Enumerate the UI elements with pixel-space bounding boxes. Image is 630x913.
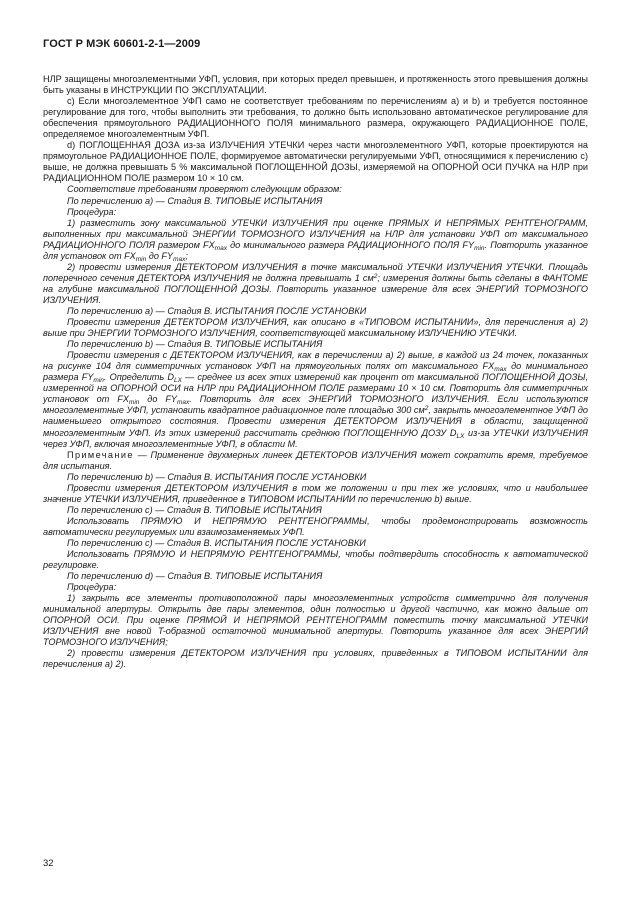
paragraph: По перечислению b) — Стадия B. ТИПОВЫЕ ИСПЫТАНИЯ [67, 339, 323, 350]
paragraph: По перечислению b) — Стадия B. ИСПЫТАНИЯ ПОСЛЕ УСТАНОВКИ [67, 471, 367, 482]
paragraph: Провести измерения ДЕТЕКТОРОМ ИЗЛУЧЕНИЯ в том же положении и при тех же условиях, что и наибольшее значение УТЕЧКИ ИЗЛУЧЕНИЯ, приведенное в ТИПОВОМ ИСПЫТАНИИ по перечислению b) выше. [43, 482, 588, 504]
paragraph: c) Если многоэлементное УФП само не соответствует требованиям по перечислениям a) и b) и требуется постоянное регулирование для того, чтобы выполнить эти требования, то должно быть использовано автоматическое регулирование для обеспечения прямоугольного РАДИАЦИОННОГО ПОЛЯ минимального размера, окружающего РАДИАЦИОННОЕ ПОЛЕ, определяемое многоэлементным УФП. [43, 96, 588, 140]
paragraph: d) ПОГЛОЩЕННАЯ ДОЗА из-за ИЗЛУЧЕНИЯ УТЕЧКИ через части многоэлементного УФП, которые проектируются на прямоугольное РАДИАЦИОННОЕ ПОЛЕ, формируемое автоматически регулируемыми УФП, относящимися к перечислению c) выше, не должна превышать 5 % максимальной ПОГЛОЩЕННОЙ ДОЗЫ, измеряемой на ОПОРНОЙ ОСИ ПУЧКА на НЛР при РАДИАЦИОННОМ ПОЛЕ размером 10 × 10 см. [43, 140, 588, 184]
paragraph: По перечислению c) — Стадия B. ТИПОВЫЕ ИСПЫТАНИЯ [67, 504, 322, 515]
paragraph: По перечислению a) — Стадия B. ИСПЫТАНИЯ ПОСЛЕ УСТАНОВКИ [67, 305, 367, 316]
paragraph: По перечислению d) — Стадия B. ТИПОВЫЕ ИСПЫТАНИЯ [67, 571, 323, 582]
paragraph: 1) закрыть все элементы противоположной пары многоэлементных устройств симметрично для получения минимальной апертуры. Открыть две пары элементов, один полностью и другой частично, как можно дальше от ОПОРНОЙ ОСИ. При оценке ПРЯМОЙ И НЕПРЯМОЙ РЕНТГЕНОГРАММ поместить точку максимальной УТЕЧКИ ИЗЛУЧЕНИЯ вне новой T-образной остаточной минимальной апертуры. Повторить указанное для всех ЭНЕРГИЙ ТОРМОЗНОГО ИЗЛУЧЕНИЯ; [43, 593, 588, 648]
paragraph: Провести измерения ДЕТЕКТОРОМ ИЗЛУЧЕНИЯ, как описано в «ТИПОВОМ ИСПЫТАНИИ», для перечисления a) 2) выше при ЭНЕРГИИ ТОРМОЗНОГО ИЗЛУЧЕНИЯ, соответствующей максимальному ИЗЛУЧЕНИЮ УТЕЧКИ. [43, 317, 588, 339]
paragraph: По перечислению c) — Стадия B. ИСПЫТАНИЯ ПОСЛЕ УСТАНОВКИ [67, 537, 366, 548]
paragraph: 2) провести измерения ДЕТЕКТОРОМ ИЗЛУЧЕНИЯ при условиях, приведенных в ТИПОВОМ ИСПЫТАНИИ для перечисления a) 2). [43, 648, 588, 670]
page-number: 32 [43, 858, 54, 869]
paragraph: Соответствие требованиям проверяют следующим образом: [67, 184, 342, 195]
paragraph: 1) разместить зону максимальной УТЕЧКИ ИЗЛУЧЕНИЯ при оценке ПРЯМЫХ И НЕПРЯМЫХ РЕНТГЕНОГРАММ, выполненных при максимальной ЭНЕРГИИ ТОРМОЗНОГО ИЗЛУЧЕНИЯ на НЛР для установки УФП от максимального РАДИАЦИОННОГО ПОЛЯ размером $FX_{max}$ до минимального размера РАДИАЦИОННОГО ПОЛЯ $FY_{min}$. Повторить указанное для установок от $FX_{min}$ до $FY_{max}$; [43, 217, 588, 263]
paragraph: Использовать ПРЯМУЮ И НЕПРЯМУЮ РЕНТГЕНОГРАММЫ, чтобы подтвердить способность к автоматической регулировке. [43, 549, 588, 571]
paragraph: Использовать ПРЯМУЮ И НЕПРЯМУЮ РЕНТГЕНОГРАММЫ, чтобы продемонстрировать возможность автоматически регулируемых или взаимозаменяемых УФП. [43, 515, 588, 537]
document-body [43, 74, 588, 671]
note-text: — Применение двухмерных линеек ДЕТЕКТОРОВ ИЗЛУЧЕНИЯ может сократить время, требуемое для испытания. [43, 449, 588, 471]
paragraph: Процедура: [67, 206, 117, 217]
note-paragraph [43, 450, 588, 472]
note-label: Примечание [67, 449, 134, 460]
paragraph: Провести измерения с ДЕТЕКТОРОМ ИЗЛУЧЕНИЯ, как в перечислении a) 2) выше, в каждой из 24 точек, показанных на рисунке 104 для симметричных установок УФП на прямоугольных полях от максимального $FX_{max}$ до минимального размера $FY_{min}$. Определить $D_{LX}$ — среднее из всех этих измерений как процент от максимальной ПОГЛОЩЕННОЙ ДОЗЫ, измеренной на ОПОРНОЙ ОСИ на НЛР при РАДИАЦИОННОМ ПОЛЕ размерами 10 × 10 см. Повторить для симметричных установок от $FX_{min}$ до $FY_{max}$. Повторить для всех ЭНЕРГИЙ ТОРМОЗНОГО ИЗЛУЧЕНИЯ. Если используются многоэлементные УФП, установить квадратное радиационное поле площадью 300 $см^2$, закрыть многоэлементное УФП до наименьшего открытого состояния. Провести измерения ДЕТЕКТОРОМ ИЗЛУЧЕНИЯ в области, защищенной многоэлементным УФП. Из этих измерений рассчитать среднюю ПОГЛОЩЕННУЮ ДОЗУ $D_{LX}$ из-за УТЕЧКИ ИЗЛУЧЕНИЯ через УФП, включая многоэлементные УФП, в области M. [43, 350, 589, 449]
paragraph: 2) провести измерения ДЕТЕКТОРОМ ИЗЛУЧЕНИЯ в точке максимальной УТЕЧКИ ИЗЛУЧЕНИЯ УТЕЧКИ. Площадь поперечного сечения ДЕТЕКТОРА ИЗЛУЧЕНИЯ не должна превышать 1 $см^2$; измерения должны быть сделаны в ФАНТОМЕ на глубине максимальной ПОГЛОЩЕННОЙ ДОЗЫ. Повторить указанное измерение для всех ЭНЕРГИЙ ТОРМОЗНОГО ИЗЛУЧЕНИЯ. [43, 261, 588, 305]
paragraph: Процедура: [67, 582, 117, 593]
document-header: ГОСТ Р МЭК 60601-2-1—2009 [43, 38, 201, 50]
paragraph: По перечислению a) — Стадия B. ТИПОВЫЕ ИСПЫТАНИЯ [67, 195, 323, 206]
paragraph: НЛР защищены многоэлементными УФП, условия, при которых предел превышен, и протяженность этого превышения должны быть указаны в ИНСТРУКЦИИ ПО ЭКСПЛУАТАЦИИ. [43, 74, 588, 96]
